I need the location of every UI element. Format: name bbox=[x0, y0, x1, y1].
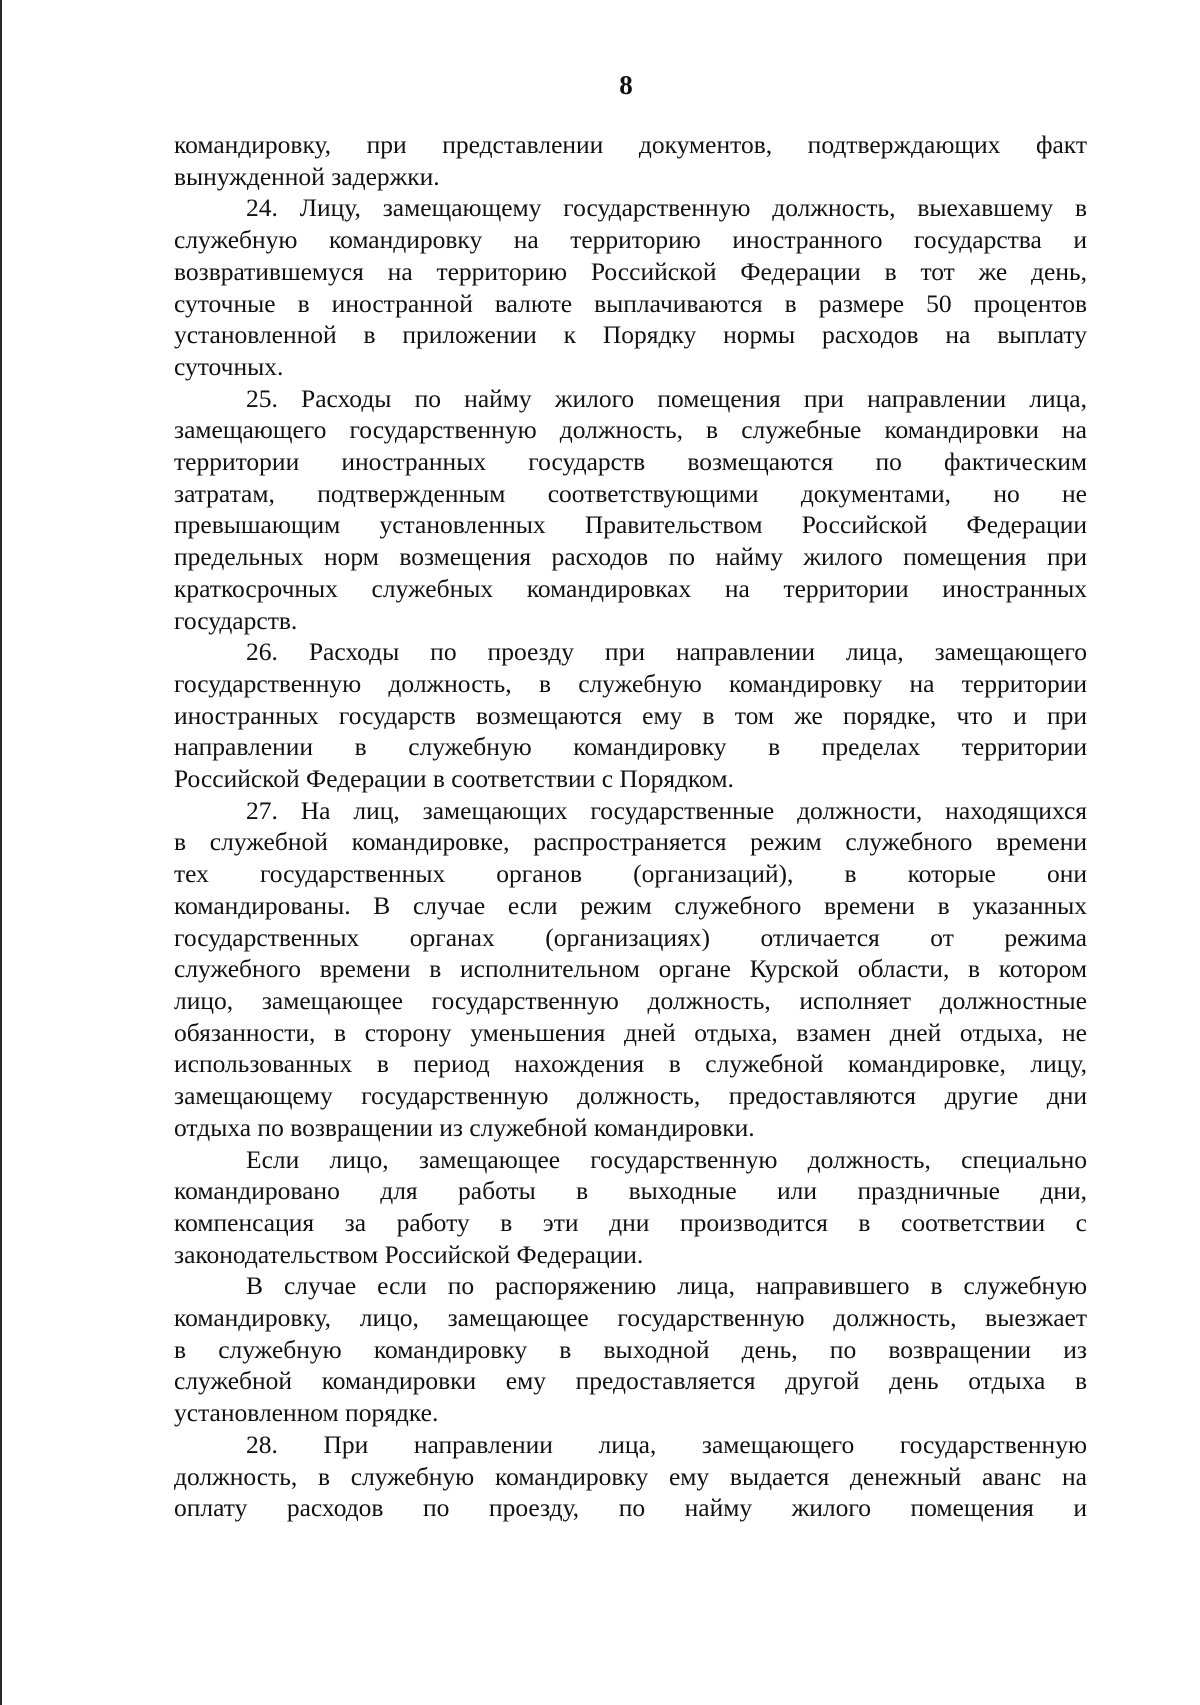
text-line: 24. Лицу, замещающему государственную должность, выехавшему в bbox=[246, 193, 1087, 223]
text-line: вынужденной задержки. bbox=[174, 161, 440, 191]
text-line: замещающему государственную должность, предоставляются другие дни bbox=[174, 1081, 1087, 1111]
text-line: в служебной командировке, распространяется режим служебного времени bbox=[174, 827, 1087, 857]
text-line: 27. На лиц, замещающих государственные должности, находящихся bbox=[246, 795, 1087, 825]
text-line: командировано для работы в выходные или праздничные дни, bbox=[174, 1176, 1087, 1206]
paragraph-26 bbox=[174, 636, 1087, 795]
text-line: обязанности, в сторону уменьшения дней отдыха, взамен дней отдыха, не bbox=[174, 1017, 1087, 1047]
text-line: краткосрочных служебных командировках на территории иностранных bbox=[174, 573, 1087, 603]
text-line: тех государственных органов (организаций), в которые они bbox=[174, 859, 1087, 889]
paragraph bbox=[174, 129, 1087, 192]
text-line: законодательством Российской Федерации. bbox=[174, 1239, 644, 1269]
text-line: возвратившемуся на территорию Российской Федерации в тот же день, bbox=[174, 256, 1087, 286]
text-line: в служебную командировку в выходной день, по возвращении из bbox=[174, 1334, 1087, 1364]
text-line: оплату расходов по проезду, по найму жилого помещения и bbox=[174, 1493, 1087, 1523]
text-line: суточных. bbox=[174, 351, 284, 381]
text-line: 25. Расходы по найму жилого помещения при направлении лица, bbox=[246, 383, 1087, 413]
text-line: командировку, лицо, замещающее государственную должность, выезжает bbox=[174, 1303, 1087, 1333]
text-line: должность, в служебную командировку ему выдается денежный аванс на bbox=[174, 1461, 1087, 1491]
text-line: предельных норм возмещения расходов по найму жилого помещения при bbox=[174, 542, 1087, 572]
text-line: государственную должность, в служебную командировку на территории bbox=[174, 668, 1087, 698]
text-line: установленном порядке. bbox=[174, 1398, 439, 1428]
document-body bbox=[174, 129, 1087, 1524]
text-line: Если лицо, замещающее государственную должность, специально bbox=[246, 1144, 1087, 1174]
text-line: отдыха по возвращении из служебной командировки. bbox=[174, 1112, 755, 1142]
text-line: замещающего государственную должность, в служебные командировки на bbox=[174, 415, 1087, 445]
text-line: Российской Федерации в соответствии с Порядком. bbox=[174, 764, 734, 794]
text-line: 28. При направлении лица, замещающего государственную bbox=[246, 1429, 1087, 1459]
paragraph-24 bbox=[174, 192, 1087, 382]
text-line: служебную командировку на территорию иностранного государства и bbox=[174, 225, 1087, 255]
text-line: компенсация за работу в эти дни производится в соответствии с bbox=[174, 1207, 1087, 1237]
text-line: превышающим установленных Правительством Российской Федерации bbox=[174, 510, 1087, 540]
text-line: командировку, при представлении документов, подтверждающих факт bbox=[174, 130, 1087, 159]
text-line: В случае если по распоряжению лица, направившего в служебную bbox=[246, 1271, 1087, 1301]
text-line: командированы. В случае если режим служебного времени в указанных bbox=[174, 890, 1087, 920]
text-line: использованных в период нахождения в служебной командировке, лицу, bbox=[174, 1049, 1087, 1079]
page-number: 8 bbox=[619, 70, 633, 100]
text-line: установленной в приложении к Порядку нормы расходов на выплату bbox=[174, 320, 1087, 350]
text-line: затратам, подтвержденным соответствующими документами, но не bbox=[174, 478, 1087, 508]
paragraph-28 bbox=[174, 1429, 1087, 1524]
text-line: государственных органах (организациях) отличается от режима bbox=[174, 922, 1087, 952]
paragraph-27-day-off bbox=[174, 1270, 1087, 1429]
text-line: государств. bbox=[174, 605, 298, 635]
text-line: служебного времени в исполнительном органе Курской области, в котором bbox=[174, 954, 1087, 984]
text-line: иностранных государств возмещаются ему в том же порядке, что и при bbox=[174, 700, 1087, 730]
text-line: служебной командировки ему предоставляется другой день отдыха в bbox=[174, 1366, 1087, 1396]
paragraph-27 bbox=[174, 795, 1087, 1144]
text-line: суточные в иностранной валюте выплачиваются в размере 50 процентов bbox=[174, 288, 1087, 318]
text-line: направлении в служебную командировку в пределах территории bbox=[174, 732, 1087, 762]
text-line: 26. Расходы по проезду при направлении лица, замещающего bbox=[246, 637, 1087, 667]
text-line: территории иностранных государств возмещаются по фактическим bbox=[174, 447, 1087, 477]
paragraph-25 bbox=[174, 383, 1087, 637]
text-line: лицо, замещающее государственную должность, исполняет должностные bbox=[174, 985, 1087, 1015]
paragraph-27-weekend-work bbox=[174, 1144, 1087, 1271]
